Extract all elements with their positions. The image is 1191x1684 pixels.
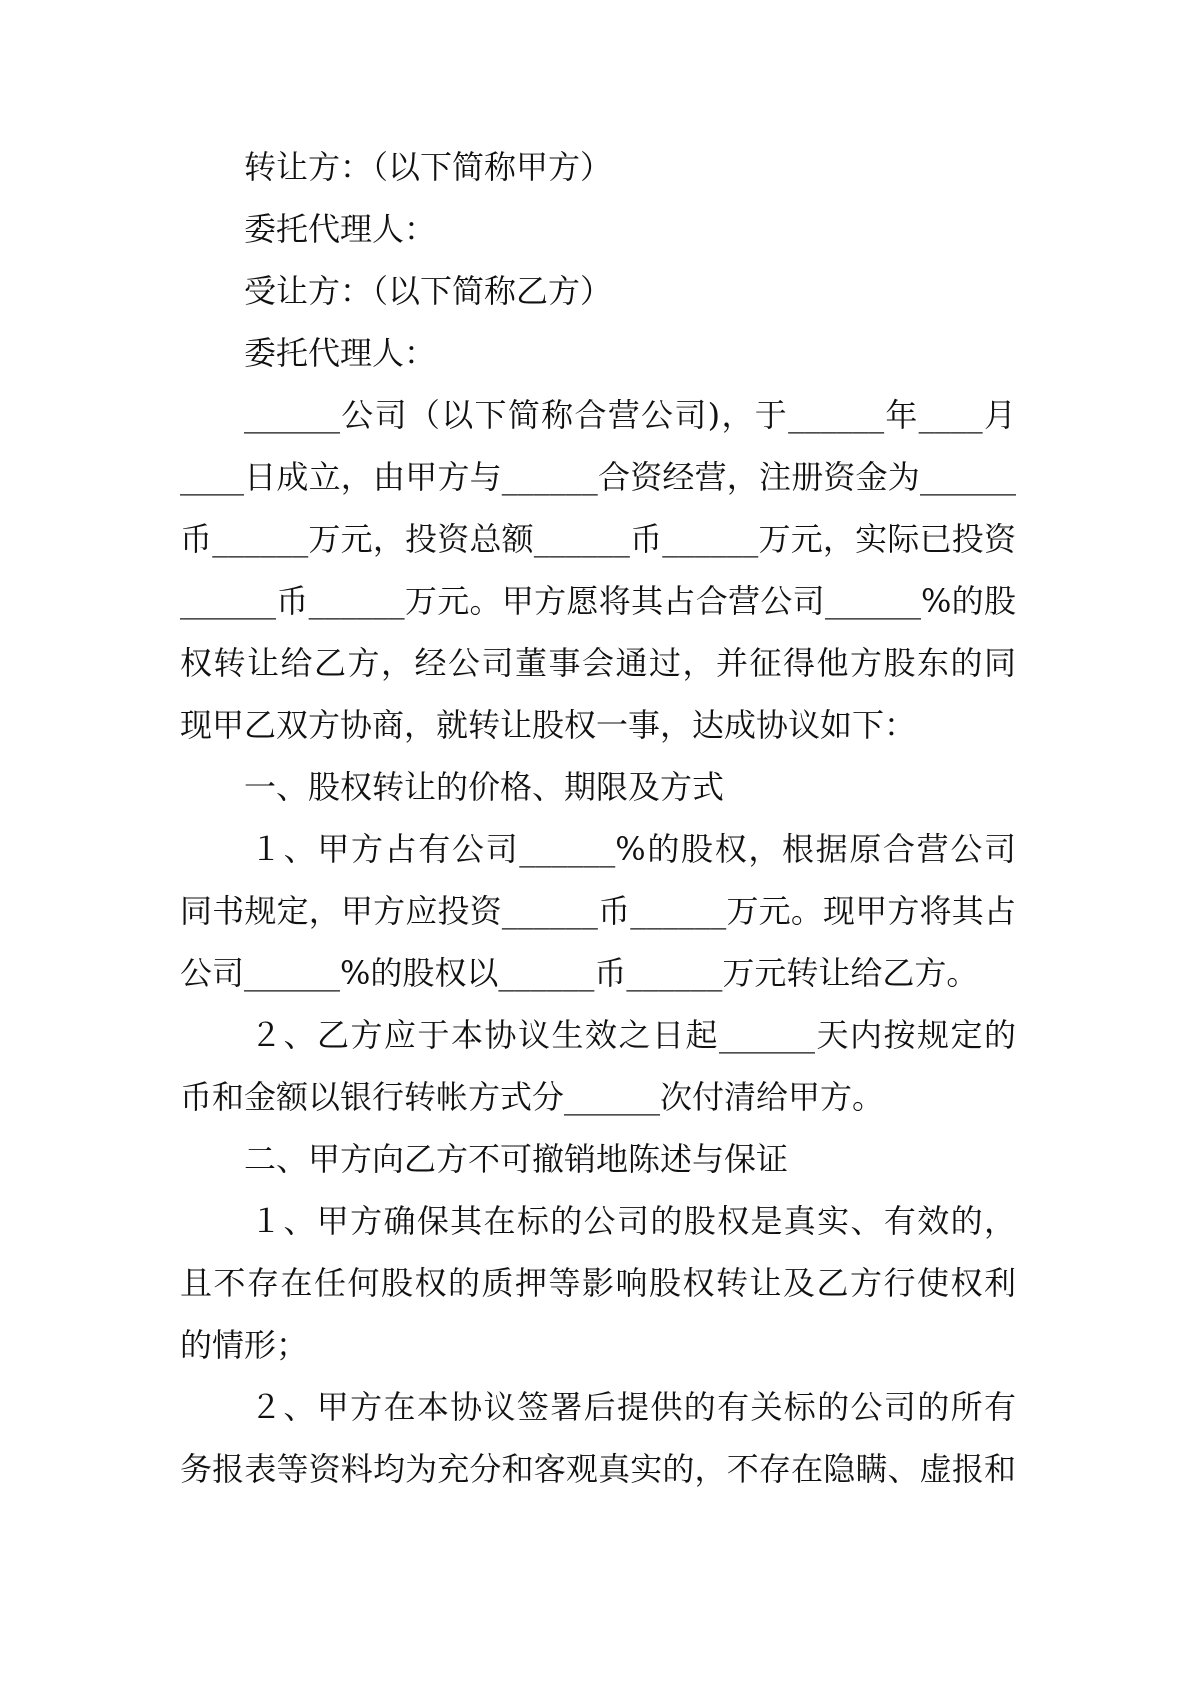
clause-1-2-line: ２、乙方应于本协议生效之日起______天内按规定的 [250, 1016, 1016, 1054]
document-page [180, 136, 1016, 1500]
clause-2-2-line: 务报表等资料均为充分和客观真实的，不存在隐瞒、虚报和 [180, 1450, 1016, 1488]
clause-2-1-line: １、甲方确保其在标的公司的股权是真实、有效的， [250, 1202, 1016, 1240]
clause-1-1-line: １、甲方占有公司______%的股权，根据原合营公司 [250, 830, 1016, 868]
section-heading-1: 一、股权转让的价格、期限及方式 [244, 768, 725, 806]
transferor-line: 转让方：（以下简称甲方） [244, 148, 613, 186]
clause-1-1-line: 公司______%的股权以______币______万元转让给乙方。 [180, 954, 979, 992]
transferee-agent-line: 委托代理人： [244, 334, 437, 372]
clause-2-1-line: 且不存在任何股权的质押等影响股权转让及乙方行使权利 [180, 1264, 1016, 1302]
clause-1-2-line: 币和金额以银行转帐方式分______次付清给甲方。 [180, 1078, 885, 1116]
section-heading-2: 二、甲方向乙方不可撤销地陈述与保证 [244, 1140, 789, 1178]
intro-paragraph-line: ____日成立，由甲方与______合资经营，注册资金为______ [180, 458, 1016, 496]
intro-paragraph-line: ______币______万元。甲方愿将其占合营公司______%的股 [180, 582, 1016, 620]
transferor-agent-line: 委托代理人： [244, 210, 437, 248]
intro-paragraph-line: 币______万元，投资总额______币______万元，实际已投资 [180, 520, 1016, 558]
intro-paragraph-line: ______公司（以下简称合营公司)，于______年____月 [244, 396, 1016, 434]
clause-2-2-line: ２、甲方在本协议签署后提供的有关标的公司的所有 [250, 1388, 1016, 1426]
intro-paragraph-line: 现甲乙双方协商，就转让股权一事，达成协议如下： [180, 706, 917, 744]
intro-paragraph-line: 权转让给乙方，经公司董事会通过，并征得他方股东的同 [180, 644, 1016, 682]
clause-2-1-line: 的情形； [180, 1326, 309, 1364]
clause-1-1-line: 同书规定，甲方应投资______币______万元。现甲方将其占 [180, 892, 1016, 930]
transferee-line: 受让方：（以下简称乙方） [244, 272, 613, 310]
